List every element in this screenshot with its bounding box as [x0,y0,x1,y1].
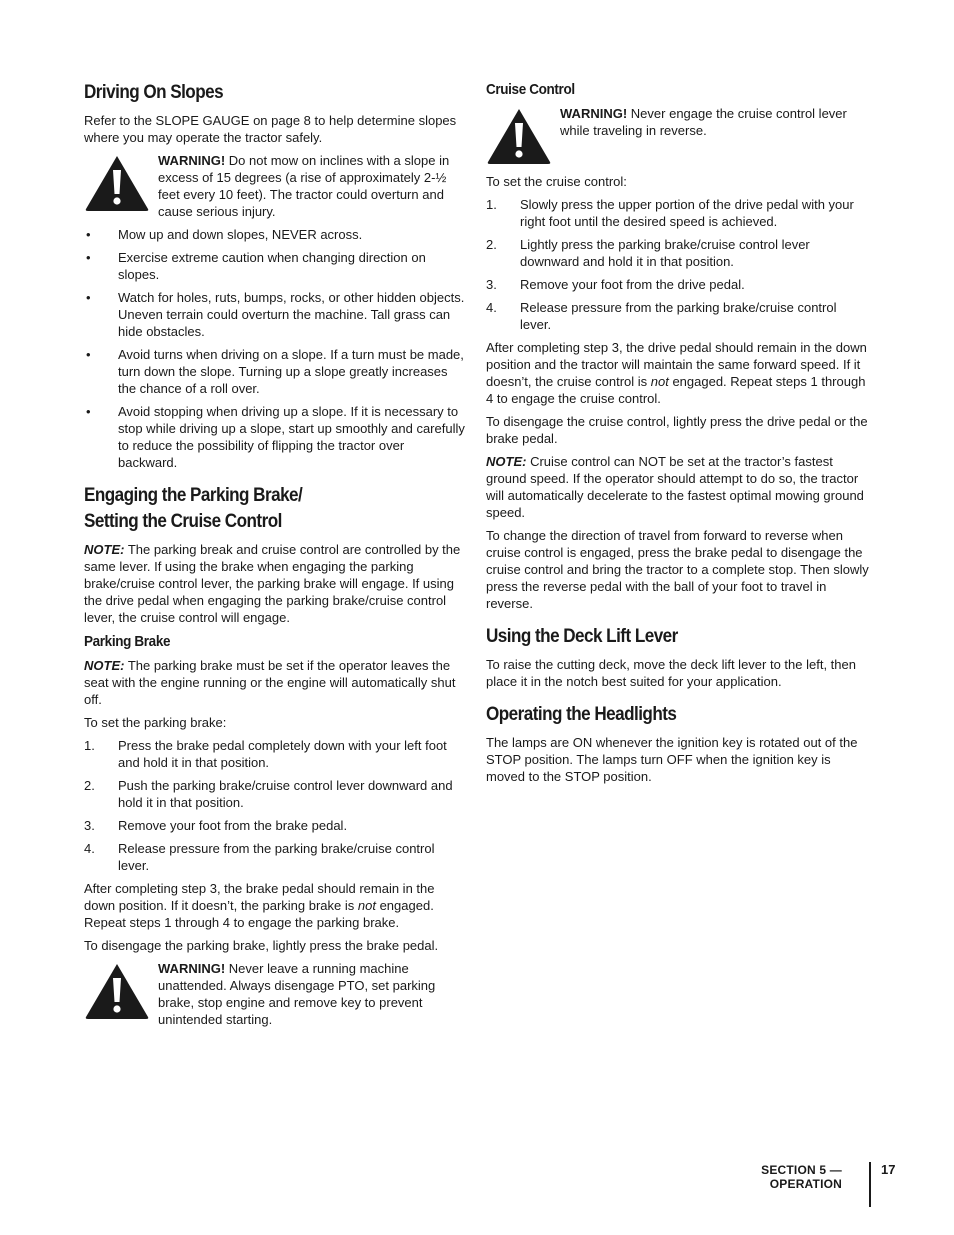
bullet-marker: • [86,290,91,305]
step-number: 2. [486,237,497,252]
step-number: 4. [486,300,497,315]
note-label: NOTE: [84,658,125,673]
warning-triangle-icon [84,154,150,212]
slope-bullet-list [84,226,465,471]
parking-after-text [84,880,465,931]
warning-text-slopes [158,152,465,220]
cruise-direction-text: To change the direction of travel from forward to reverse when cruise control is engaged, press the brake pedal to disengage the cruise control and bring the tractor to a complete stop. Then slowly press the reverse pedal with the ball of your foot to travel in reverse. [486,528,869,611]
heading-engaging-parking-brake [84,483,427,535]
step-number: 2. [84,778,95,793]
text-part: engaged. Repeat steps 1 through 4 to engage the parking brake. [84,898,434,930]
text-part: engaged. Repeat steps 1 through 4 to engage the cruise control. [486,374,866,406]
parking-intro: To set the parking brake: [84,715,227,730]
step-text: Slowly press the upper portion of the drive pedal with your right foot until the desired speed is achieved. [520,197,854,229]
step-number: 1. [486,197,497,212]
right-column [486,80,870,791]
step-text: Remove your foot from the brake pedal. [118,818,348,833]
warning-text-parking [158,960,465,1028]
cruise-after-text [486,339,870,407]
list-item-text: Avoid turns when driving on a slope. If a turn must be made, turn down the slope. Turning up a slope greatly increases the chance of a roll over. [118,347,464,396]
emphasis: not [650,374,669,389]
list-item [84,289,465,340]
page-number: 17 [881,1162,896,1177]
warning-triangle-icon [486,107,552,165]
warning-box-slopes [84,152,465,220]
heading-parking-brake: Parking Brake [84,633,171,650]
heading-line-2: Setting the Cruise Control [84,511,282,532]
heading-operating-headlights: Operating the Headlights [486,704,677,725]
list-item-text: Mow up and down slopes, NEVER across. [118,227,363,242]
cruise-disengage-text: To disengage the cruise control, lightly press the drive pedal or the brake pedal. [486,414,868,446]
section-footer: SECTION 5 — OPERATION [761,1163,842,1191]
bullet-marker: • [86,250,91,265]
list-item-text: Watch for holes, ruts, bumps, rocks, or other hidden objects. Uneven terrain could overturn the machine. Tall grass can hide obstacles. [118,290,465,339]
heading-line-1: Engaging the Parking Brake/ [84,485,303,506]
list-item [84,840,465,874]
warning-label: WARNING! [158,961,226,976]
cruise-steps-list [486,196,870,333]
bullet-marker: • [86,404,91,419]
heading-cruise-control: Cruise Control [486,81,575,98]
list-item-text: Exercise extreme caution when changing direction on slopes. [118,250,426,282]
list-item-text: Avoid stopping when driving up a slope. If it is necessary to stop while driving up a slope, start up smoothly and carefully to reduce the possibility of flipping the tractor over backward. [118,404,465,470]
list-item [84,403,465,471]
step-text: Release pressure from the parking brake/cruise control lever. [118,841,435,873]
step-number: 1. [84,738,95,753]
cruise-intro: To set the cruise control: [486,174,627,189]
step-number: 4. [84,841,95,856]
list-item [486,276,870,293]
step-text: Remove your foot from the drive pedal. [520,277,745,292]
parking-disengage-text: To disengage the parking brake, lightly press the brake pedal. [84,938,439,953]
note-text: The parking brake must be set if the operator leaves the seat with the engine running or the engine will automatically shut off. [84,658,456,707]
step-text: Lightly press the parking brake/cruise control lever downward and hold it in that position. [520,237,810,269]
parking-note [84,657,465,708]
text-part: After completing step 3, the brake pedal should remain in the down position. If it doesn’t, the parking brake is [84,881,435,913]
heading-deck-lift-lever: Using the Deck Lift Lever [486,626,678,647]
list-item [84,226,465,243]
cruise-note [486,453,870,521]
list-item [84,346,465,397]
left-column [84,80,465,1034]
note-text: Cruise control can NOT be set at the tractor’s fastest ground speed. If the operator should attempt to do so, the tractor will automatically decelerate to the fastest optimal mowing ground speed. [486,454,864,520]
note-text: The parking break and cruise control are controlled by the same lever. If using the brake when engaging the parking brake/cruise control lever, the parking brake will engage. If using the drive pedal when engaging the parking brake/cruise control lever, the cruise control will engage. [84,542,461,625]
list-item [84,249,465,283]
warning-box-cruise [486,105,870,167]
heading-driving-on-slopes: Driving On Slopes [84,82,224,103]
emphasis: not [357,898,376,913]
engaging-note [84,541,465,626]
list-item [486,299,870,333]
bullet-marker: • [86,227,91,242]
warning-text-cruise [560,105,870,139]
list-item [84,737,465,771]
headlights-text: The lamps are ON whenever the ignition key is rotated out of the STOP position. The lamps turn OFF when the ignition key is moved to the STOP position. [486,735,858,784]
warning-body: Do not mow on inclines with a slope in excess of 15 degrees (a rise of approximately 2-½ feet every 10 feet). The tractor could overturn and cause serious injury. [158,153,450,219]
warning-box-parking [84,960,465,1028]
warning-body: Never engage the cruise control lever while traveling in reverse. [560,106,847,138]
warning-label: WARNING! [158,153,226,168]
note-label: NOTE: [84,542,125,557]
bullet-marker: • [86,347,91,362]
driving-intro: Refer to the SLOPE GAUGE on page 8 to help determine slopes where you may operate the tractor safely. [84,113,457,145]
warning-triangle-icon [84,962,150,1020]
list-item [486,196,870,230]
note-label: NOTE: [486,454,527,469]
text-part: After completing step 3, the drive pedal should remain in the down position and the tractor will maintain the same forward speed. If it doesn’t, the cruise control is [486,340,867,389]
footer-divider [869,1162,871,1207]
step-number: 3. [84,818,95,833]
deck-lift-text: To raise the cutting deck, move the deck lift lever to the left, then place it in the notch best suited for your application. [486,657,856,689]
step-text: Release pressure from the parking brake/cruise control lever. [520,300,837,332]
list-item [486,236,870,270]
parking-steps-list [84,737,465,874]
step-text: Push the parking brake/cruise control lever downward and hold it in that position. [118,778,453,810]
list-item [84,777,465,811]
step-number: 3. [486,277,497,292]
warning-body: Never leave a running machine unattended. Always disengage PTO, set parking brake, stop engine and remove key to prevent unintended starting. [158,961,436,1027]
warning-label: WARNING! [560,106,628,121]
list-item [84,817,465,834]
step-text: Press the brake pedal completely down with your left foot and hold it in that position. [118,738,447,770]
